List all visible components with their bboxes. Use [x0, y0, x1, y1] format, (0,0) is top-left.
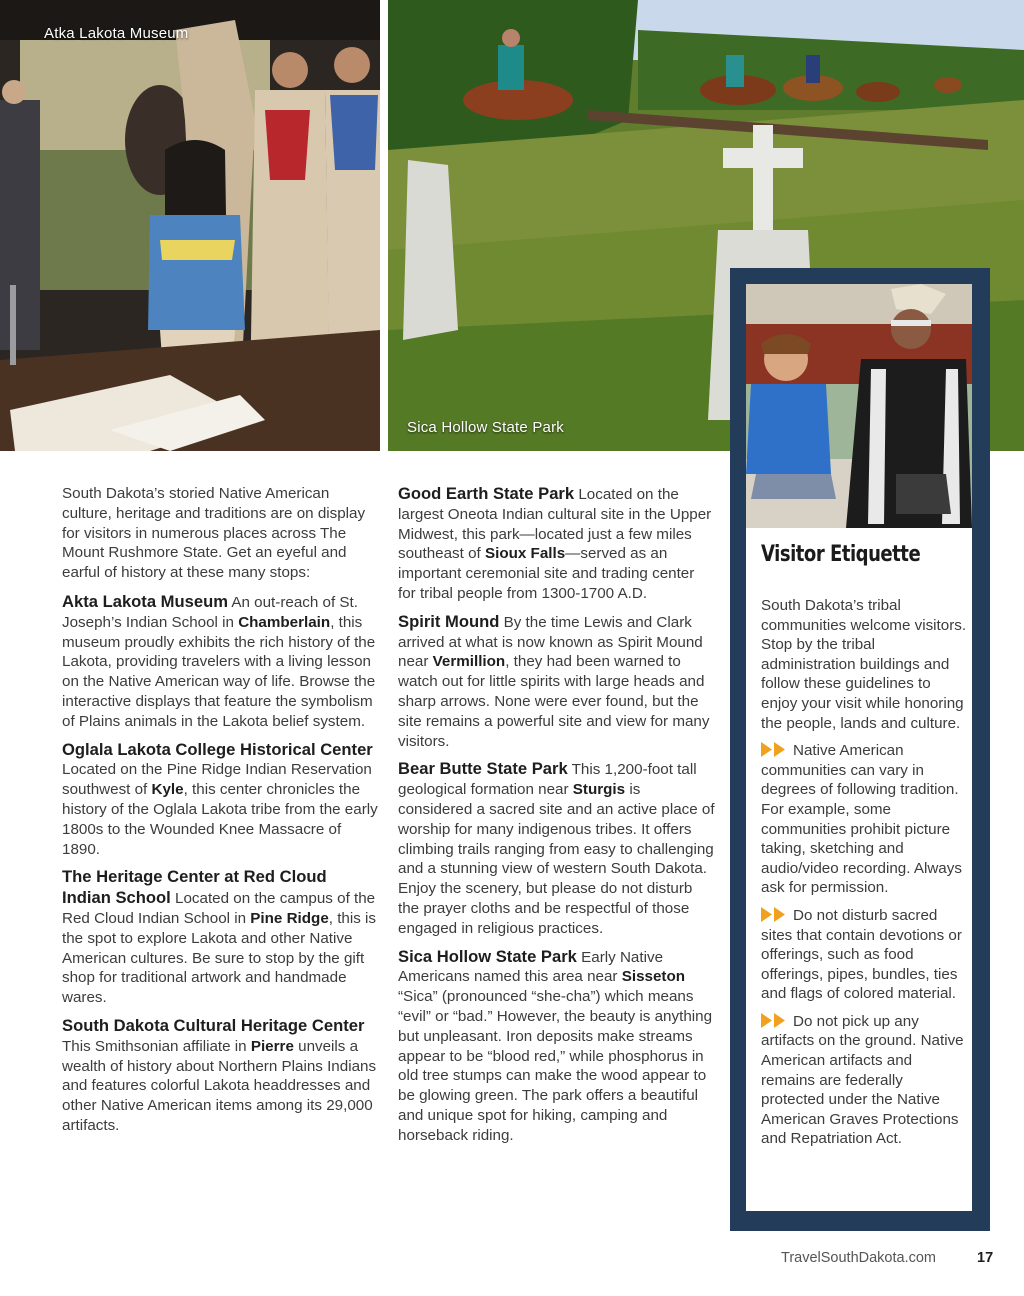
- town-name: Sisseton: [621, 968, 686, 986]
- entry-title: Sica Hollow State Park: [398, 946, 577, 966]
- footer-website: TravelSouthDakota.com: [781, 1250, 937, 1266]
- sidebar-text: [761, 596, 967, 1157]
- list-item: Bear Butte State Park This 1,200-foot tall geological formation near Sturgis is considered a sacred site and an active place of worship for many indigenous tribes. It offers climbing trails ranging from easy to challenging and a stunning view of western South Dakota. Enjoy the scenery, but please do not disturb the prayer cloths and be respectful of those engaged in religious practices.: [398, 759, 715, 937]
- intro-paragraph: South Dakota’s storied Native American culture, heritage and traditions are on display for visitors in numerous places across The Mount Rushmore State. Get an eyeful and earful of history at these many stops:: [62, 485, 366, 582]
- double-arrow-icon: [761, 1013, 787, 1028]
- entry-title: Bear Butte State Park: [398, 759, 568, 779]
- museum-photo-caption: Atka Lakota Museum: [44, 25, 189, 42]
- town-name: Pierre: [250, 1037, 294, 1055]
- sidebar-intro: South Dakota’s tribal communities welcome visitors. Stop by the tribal administration buildings and follow these guidelines to enjoy your visit while honoring the people, lands and culture.: [761, 597, 967, 732]
- museum-photo: [0, 0, 380, 451]
- list-item: Spirit Mound By the time Lewis and Clark arrived at what is now known as Spirit Mound near Vermillion, they had been warned to watch out for little spirits with large heads and sharp arrows. None were ever found, but the site remains a powerful site and view for many visitors.: [398, 611, 710, 750]
- town-name: Kyle: [151, 781, 184, 799]
- sidebar-title: Visitor Etiquette: [761, 542, 921, 567]
- double-arrow-icon: [761, 907, 787, 922]
- town-name: Pine Ridge: [250, 909, 329, 927]
- park-photo-caption: Sica Hollow State Park: [407, 419, 564, 436]
- sidebar-panel: [746, 284, 972, 1211]
- article-column-1: [62, 484, 380, 1144]
- list-item: Oglala Lakota College Historical Center Located on the Pine Ridge Indian Reservation southwest of Kyle, this center chronicles the history of the Oglala Lakota tribe from the early 1800s to the Wounded Knee Massacre of 1890.: [62, 739, 378, 858]
- entry-title: Oglala Lakota College Historical Center: [62, 739, 373, 759]
- town-name: Chamberlain: [238, 613, 331, 631]
- list-item: Good Earth State Park Located on the largest Oneota Indian cultural site in the Upper Midwest, this park—located just a few miles southeast of Sioux Falls—served as an important ceremonial site and trading center for tribal people from 1300-1700 A.D.: [398, 484, 712, 602]
- list-item: The Heritage Center at Red Cloud Indian School Located on the campus of the Red Cloud Indian School in Pine Ridge, this is the spot to explore Lakota and other Native American cultures. Be sure to stop by the gift shop for traditional artwork and handmade wares.: [62, 867, 377, 1007]
- town-name: Sioux Falls: [484, 545, 566, 563]
- town-name: Sturgis: [572, 781, 626, 799]
- list-item: South Dakota Cultural Heritage Center This Smithsonian affiliate in Pierre unveils a wealth of history about Northern Plains Indians and features colorful Lakota headdresses and other Native American items among its 29,000 artifacts.: [62, 1015, 377, 1134]
- entry-title: Good Earth State Park: [398, 484, 575, 503]
- entry-title: The Heritage Center at Red Cloud Indian School: [62, 867, 327, 908]
- list-item: Native American communities can vary in degrees of following tradition. For example, some communities prohibit picture taking, sketching and audio/video recording. Always ask for permission.: [761, 742, 962, 897]
- double-arrow-icon: [761, 742, 787, 757]
- entry-title: Akta Lakota Museum: [62, 591, 228, 611]
- list-item: Do not disturb sacred sites that contain devotions or offerings, such as food offerings, pipes, bundles, ties and flags of colored material.: [761, 906, 962, 1003]
- list-item: Sica Hollow State Park Early Native Americans named this area near Sisseton “Sica” (pronounced “she-cha”) which means “evil” or “bad.” However, the beauty is anything but unpleasant. Iron deposits make streams appear to be “blood red,” while phosphorus in old tree stumps can make the wood appear to be glowing green. The park offers a beautiful and unique spot for hiking, camping and horseback riding.: [398, 946, 713, 1144]
- entry-title: South Dakota Cultural Heritage Center: [62, 1015, 365, 1035]
- town-name: Vermillion: [432, 653, 506, 671]
- list-item: Do not pick up any artifacts on the ground. Native American artifacts and remains are federally protected under the Native American Graves Protections and Repatriation Act.: [761, 1012, 964, 1148]
- entry-title: Spirit Mound: [398, 611, 500, 631]
- page-number: 17: [977, 1250, 994, 1266]
- article-column-2: [398, 484, 716, 1154]
- sidebar-photo: [746, 284, 972, 528]
- etiquette-sidebar: [730, 268, 990, 1231]
- list-item: Akta Lakota Museum An out-reach of St. Joseph’s Indian School in Chamberlain, this museum proudly exhibits the rich history of the Lakota, providing travelers with a living lesson on the Native American way of life. Browse the interactive displays that feature the symbolism of Plains animals in the Lakota belief system.: [62, 591, 376, 730]
